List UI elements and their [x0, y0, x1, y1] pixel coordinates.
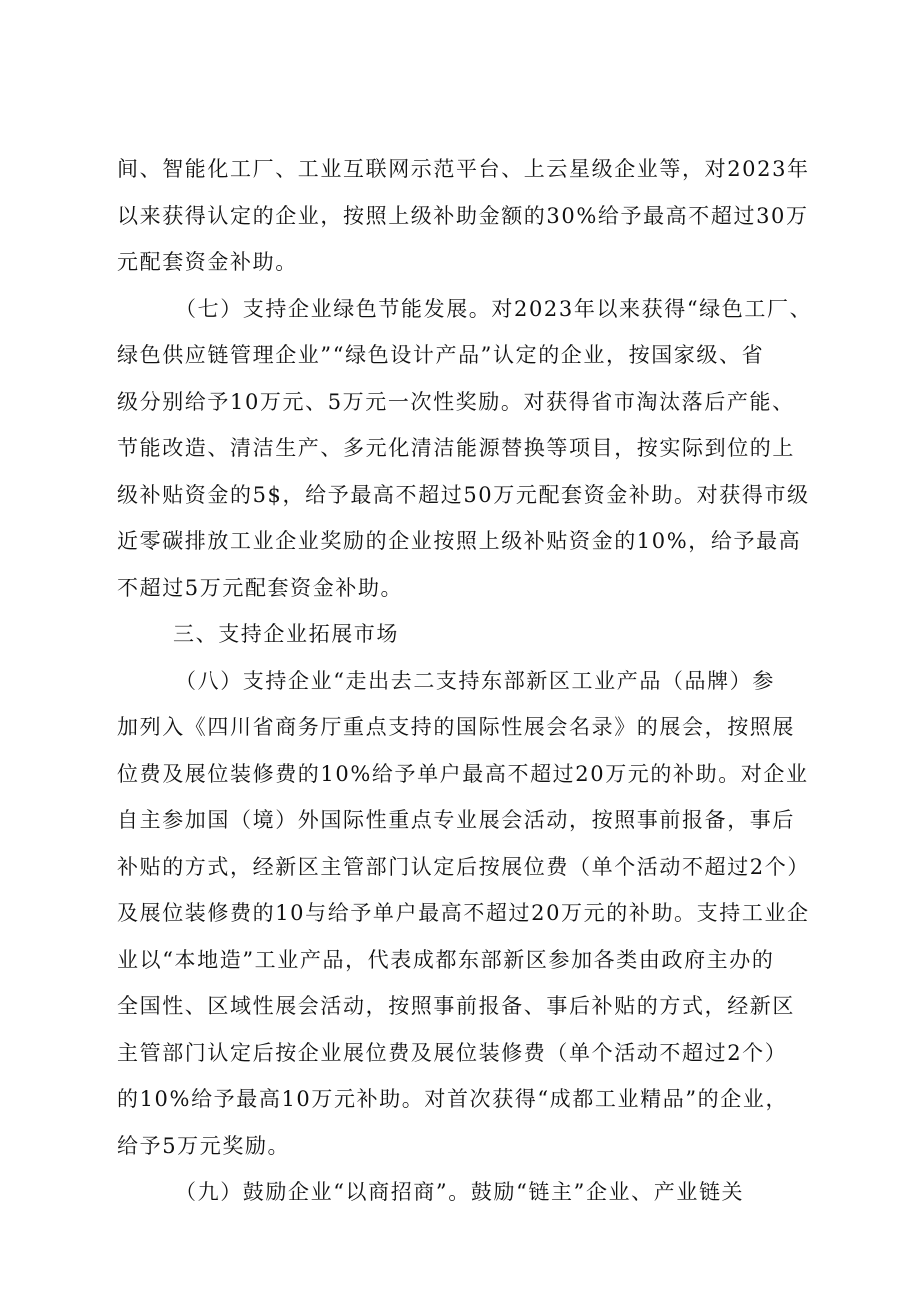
text-line: 级补贴资金的5$，给予最高不超过50万元配套资金补助。对获得市级: [117, 482, 810, 507]
text-line: 以来获得认定的企业，按照上级补助金额的30%给予最高不超过30万: [117, 203, 809, 228]
text-line: 业以“本地造”工业产品，代表成都东部新区参加各类由政府主办的: [117, 947, 775, 972]
paragraph-9-start: （九）鼓励企业“以商招商”。鼓励“链主”企业、产业链关: [175, 1180, 745, 1204]
text-line: 补贴的方式，经新区主管部门认定后按展位费（单个活动不超过2个）: [117, 854, 810, 879]
paragraph-8-start: （八）支持企业“走出去二支持东部新区工业产品（品牌）参: [175, 668, 775, 693]
text-line: 的10%给予最高10万元补助。对首次获得“成都工业精品”的企业，: [117, 1087, 789, 1111]
text-line: 加列入《四川省商务厅重点支持的国际性展会名录》的展会，按照展: [117, 715, 795, 739]
text-line: 近零碳排放工业企业奖励的企业按照上级补贴资金的10%，给予最高: [117, 529, 802, 553]
document-body: [117, 146, 817, 1216]
section-heading: 三、支持企业拓展市场: [173, 622, 399, 646]
text-line: 间、智能化工厂、工业互联网示范平台、上云星级企业等，对2023年: [117, 157, 810, 181]
text-line: 自主参加国（境）外国际性重点专业展会活动，按照事前报备，事后: [117, 808, 795, 832]
text-line: 位费及展位装修费的10%给予单户最高不超过20万元的补助。对企业: [117, 761, 809, 786]
text-line: 全国性、区域性展会活动，按照事前报备、事后补贴的方式，经新区: [117, 994, 795, 1018]
text-line: 节能改造、清洁生产、多元化清洁能源替换等项目，按实际到位的上: [117, 436, 795, 460]
text-line: 不超过5万元配套资金补助。: [117, 575, 404, 600]
text-line: 绿色供应链管理企业”“绿色设计产品”认定的企业，按国家级、省: [117, 343, 765, 367]
paragraph-7-start: （七）支持企业绿色节能发展。对2023年以来获得“绿色工厂、: [175, 296, 813, 321]
text-line: 元配套资金补助。: [117, 250, 298, 274]
text-line: 主管部门认定后按企业展位费及展位装修费（单个活动不超过2个）: [117, 1040, 788, 1065]
text-line: 及展位装修费的10与给予单户最高不超过20万元的补助。支持工业企: [117, 901, 810, 925]
text-line: 级分别给予10万元、5万元一次性奖励。对获得省市淘汰落后产能、: [117, 389, 795, 414]
text-line: 给予5万元奖励。: [117, 1133, 291, 1158]
